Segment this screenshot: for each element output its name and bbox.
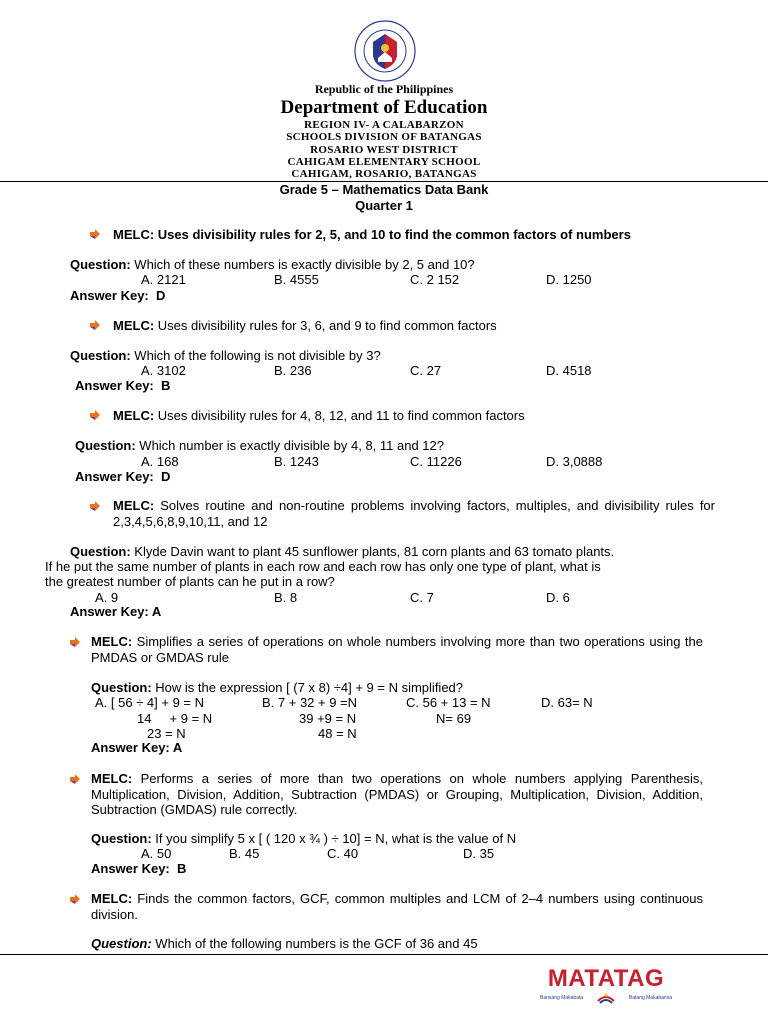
choice-1a: A. 2121 (141, 272, 186, 287)
choice-4d: D. 6 (546, 590, 570, 605)
choice-5b-step-3: 48 = N (318, 726, 357, 741)
melc-7: MELC: Finds the common factors, GCF, common multiples and LCM of 2–4 numbers using continuous division. (91, 891, 703, 922)
choice-5c-step-2: N= 69 (436, 711, 472, 726)
region-line: REGION IV- A CALABARZON (304, 119, 464, 131)
school-line: CAHIGAM ELEMENTARY SCHOOL (287, 156, 481, 168)
department-name: Department of Education (280, 97, 488, 118)
choice-1b: B. 4555 (274, 272, 319, 287)
arrow-bullet-icon (90, 501, 100, 511)
choice-2c: C. 27 (410, 363, 442, 378)
question-6: Question: If you simplify 5 x [ ( 120 x ¾ ) ÷ 10] = N, what is the value of N (91, 831, 517, 846)
matatag-logo (538, 966, 674, 1006)
arrow-bullet-icon (90, 320, 100, 330)
address-line: CAHIGAM, ROSARIO, BATANGAS (291, 168, 477, 180)
answer-key-2: Answer Key: B (75, 378, 171, 393)
matatag-wordmark: MATATAG (547, 965, 665, 992)
answer-key-4: Answer Key: A (70, 604, 162, 619)
choice-3d: D. 3,0888 (546, 454, 603, 469)
choice-5b-step-1: B. 7 + 32 + 9 =N (262, 695, 358, 710)
choice-3c: C. 11226 (410, 454, 462, 469)
arrow-bullet-icon (90, 229, 100, 239)
footer-divider (0, 954, 768, 955)
district-line: ROSARIO WEST DISTRICT (310, 144, 458, 156)
choice-5d: D. 63= N (541, 695, 593, 710)
choice-1d: D. 1250 (546, 272, 592, 287)
arrow-bullet-icon (90, 410, 100, 420)
question-3: Question: Which number is exactly divisible by 4, 8, 11 and 12? (75, 438, 444, 453)
melc-5: MELC: Simplifies a series of operations on whole numbers involving more than two operations using the PMDAS or GMDAS rule (91, 634, 703, 665)
choice-5b-step-2: 39 +9 = N (299, 711, 357, 726)
choice-6b: B. 45 (229, 846, 260, 861)
choice-2b: B. 236 (274, 363, 312, 378)
choice-5a-step-3: 23 = N (147, 726, 186, 741)
question-5: Question: How is the expression [ (7 x 8) ÷4] + 9 = N simplified? (91, 680, 464, 695)
question-4-line-2: If he put the same number of plants in each row and each row has only one type of plant, what is (45, 559, 601, 574)
tagline-left: Bansang Makabata (540, 995, 584, 1001)
answer-key-3: Answer Key: D (75, 469, 171, 484)
arrow-bullet-icon (70, 894, 80, 904)
division-line: SCHOOLS DIVISION OF BATANGAS (286, 131, 482, 143)
question-2: Question: Which of the following is not divisible by 3? (70, 348, 381, 363)
choice-6a: A. 50 (141, 846, 172, 861)
question-4-line-1: Question: Klyde Davin want to plant 45 sunflower plants, 81 corn plants and 63 tomato plants. (70, 544, 615, 559)
melc-6: MELC: Performs a series of more than two operations on whole numbers applying Parenthesis, Multiplication, Division, Addition, Subtraction (PMDAS) or Grouping, Multiplication, Division, Addition, Subtraction (GMDAS) rule correctly. (91, 771, 703, 817)
matatag-emblem-icon (596, 992, 616, 1004)
arrow-bullet-icon (70, 637, 80, 647)
choice-6c: C. 40 (327, 846, 359, 861)
choice-3a: A. 168 (141, 454, 179, 469)
choice-5a-step-1: A. [ 56 ÷ 4] + 9 = N (95, 695, 205, 710)
choice-4b: B. 8 (274, 590, 298, 605)
choice-2d: D. 4518 (546, 363, 592, 378)
melc-3: MELC: Uses divisibility rules for 4, 8, 12, and 11 to find common factors (113, 408, 525, 423)
quarter-label: Quarter 1 (355, 198, 413, 213)
answer-key-5: Answer Key: A (91, 740, 183, 755)
tagline-right: Batang Makabansa (628, 995, 672, 1001)
choice-3b: B. 1243 (274, 454, 319, 469)
arrow-bullet-icon (70, 774, 80, 784)
choice-4c: C. 7 (410, 590, 434, 605)
choice-6d: D. 35 (463, 846, 495, 861)
deped-seal-icon (354, 20, 416, 82)
melc-4: MELC: Solves routine and non-routine problems involving factors, multiples, and divisibility rules for 2,3,4,5,6,8,9,10,11, and 12 (113, 498, 715, 529)
melc-2: MELC: Uses divisibility rules for 3, 6, and 9 to find common factors (113, 318, 497, 333)
answer-key-1: Answer Key: D (70, 288, 166, 303)
question-7: Question: Which of the following numbers is the GCF of 36 and 45 (91, 936, 478, 951)
choice-5c-step-1: C. 56 + 13 = N (406, 695, 491, 710)
page-title: Grade 5 – Mathematics Data Bank (279, 182, 489, 197)
choice-5a-step-2: 14 + 9 = N (137, 711, 213, 726)
choice-1c: C. 2 152 (410, 272, 460, 287)
choice-2a: A. 3102 (141, 363, 186, 378)
republic-line: Republic of the Philippines (314, 82, 454, 96)
choice-4a: A. 9 (95, 590, 119, 605)
answer-key-6: Answer Key: B (91, 861, 187, 876)
question-4-line-3: the greatest number of plants can he put in a row? (45, 574, 335, 589)
melc-1: MELC: Uses divisibility rules for 2, 5, and 10 to find the common factors of numbers (113, 227, 631, 242)
question-1: Question: Which of these numbers is exactly divisible by 2, 5 and 10? (70, 257, 475, 272)
